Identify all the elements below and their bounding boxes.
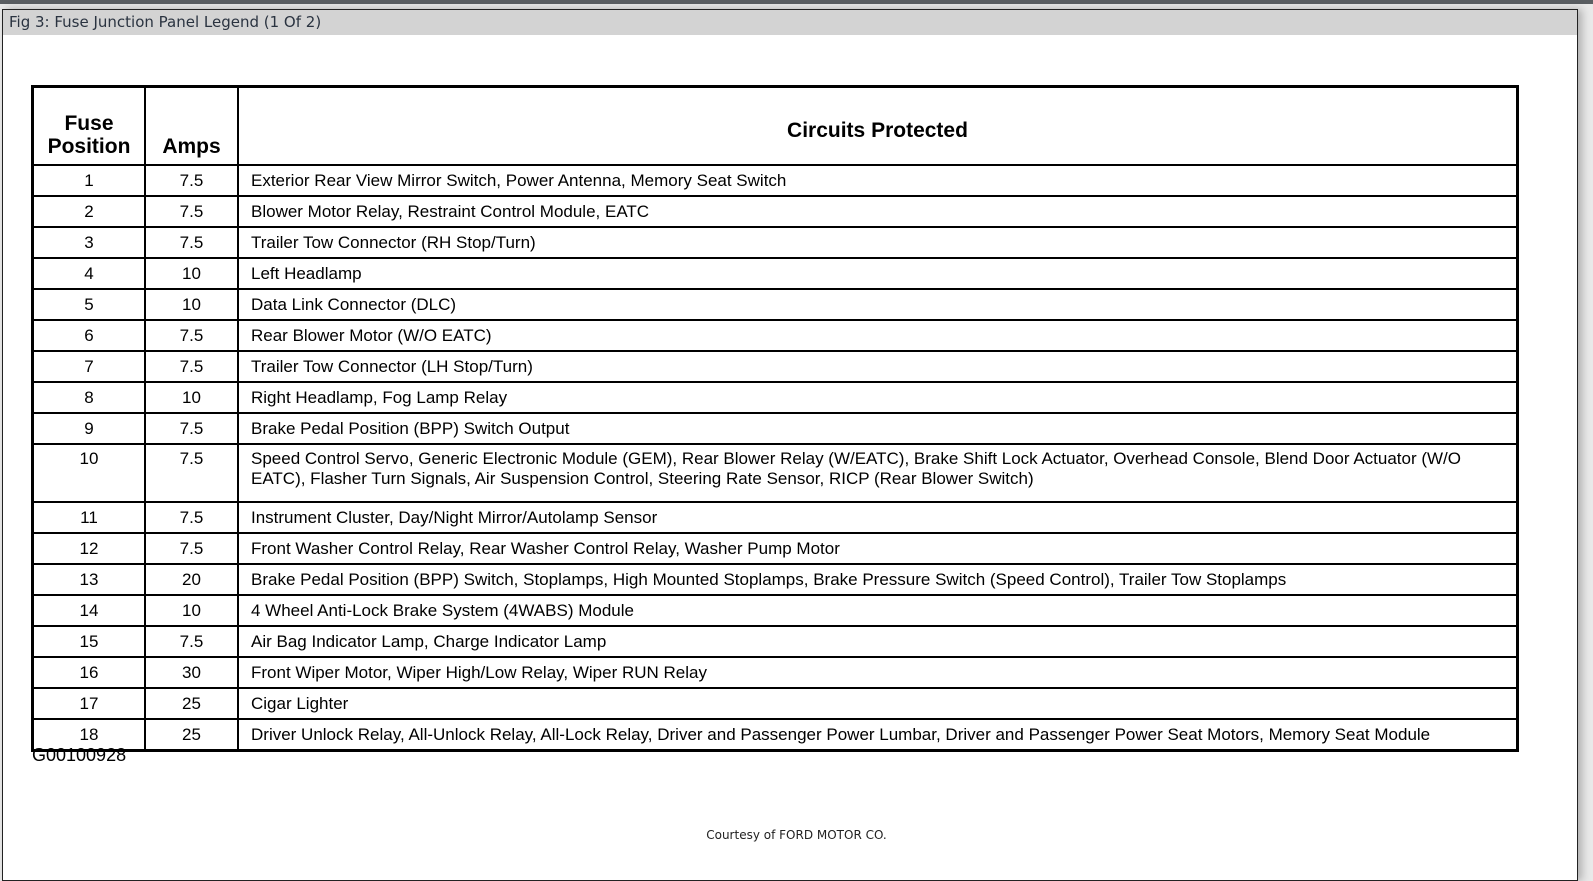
table-row bbox=[33, 258, 1518, 289]
table-row bbox=[33, 444, 1518, 502]
amps-cell: 10 bbox=[145, 595, 238, 626]
amps-cell: 25 bbox=[145, 688, 238, 719]
circuits-cell: Blower Motor Relay, Restraint Control Module, EATC bbox=[238, 196, 1518, 227]
figure-code: G00100928 bbox=[32, 745, 127, 765]
header-circuits-protected: Circuits Protected bbox=[238, 87, 1518, 166]
fuse-position-cell: 5 bbox=[33, 289, 146, 320]
table-row bbox=[33, 688, 1518, 719]
amps-cell: 7.5 bbox=[145, 227, 238, 258]
circuits-cell: Trailer Tow Connector (LH Stop/Turn) bbox=[238, 351, 1518, 382]
top-bar bbox=[0, 0, 1593, 4]
fuse-position-cell: 7 bbox=[33, 351, 146, 382]
table-row bbox=[33, 533, 1518, 564]
circuits-cell: Speed Control Servo, Generic Electronic Module (GEM), Rear Blower Relay (W/EATC), Brake Shift Lock Actuator, Overhead Console, Blend Door Actuator (W/O EATC), Flasher Turn Signals, Air Suspension Control, Steering Rate Sensor, RICP (Rear Blower Switch) bbox=[238, 444, 1518, 502]
amps-cell: 7.5 bbox=[145, 413, 238, 444]
amps-cell: 7.5 bbox=[145, 533, 238, 564]
courtesy-note: Courtesy of FORD MOTOR CO. bbox=[706, 828, 887, 842]
amps-cell: 7.5 bbox=[145, 165, 238, 196]
circuits-cell: Left Headlamp bbox=[238, 258, 1518, 289]
fuse-position-cell: 4 bbox=[33, 258, 146, 289]
circuits-cell: Front Washer Control Relay, Rear Washer Control Relay, Washer Pump Motor bbox=[238, 533, 1518, 564]
fuse-position-cell: 16 bbox=[33, 657, 146, 688]
amps-cell: 10 bbox=[145, 258, 238, 289]
amps-cell: 20 bbox=[145, 564, 238, 595]
header-amps: Amps bbox=[145, 87, 238, 166]
amps-cell: 7.5 bbox=[145, 626, 238, 657]
circuits-cell: Front Wiper Motor, Wiper High/Low Relay, Wiper RUN Relay bbox=[238, 657, 1518, 688]
fuse-legend-table bbox=[31, 85, 1519, 752]
amps-cell: 10 bbox=[145, 382, 238, 413]
fuse-position-cell: 18 bbox=[33, 719, 146, 751]
amps-cell: 7.5 bbox=[145, 351, 238, 382]
fuse-position-cell: 12 bbox=[33, 533, 146, 564]
table-row bbox=[33, 502, 1518, 533]
circuits-cell: Brake Pedal Position (BPP) Switch, Stoplamps, High Mounted Stoplamps, Brake Pressure Switch (Speed Control), Trailer Tow Stoplamps bbox=[238, 564, 1518, 595]
circuits-cell: Data Link Connector (DLC) bbox=[238, 289, 1518, 320]
table-row bbox=[33, 227, 1518, 258]
table-row bbox=[33, 196, 1518, 227]
circuits-cell: Brake Pedal Position (BPP) Switch Output bbox=[238, 413, 1518, 444]
table-row bbox=[33, 657, 1518, 688]
circuits-cell: Rear Blower Motor (W/O EATC) bbox=[238, 320, 1518, 351]
table-row bbox=[33, 719, 1518, 751]
circuits-cell: 4 Wheel Anti-Lock Brake System (4WABS) Module bbox=[238, 595, 1518, 626]
fuse-position-cell: 10 bbox=[33, 444, 146, 502]
fuse-position-cell: 14 bbox=[33, 595, 146, 626]
fuse-position-cell: 17 bbox=[33, 688, 146, 719]
fuse-position-cell: 9 bbox=[33, 413, 146, 444]
table-row bbox=[33, 165, 1518, 196]
amps-cell: 7.5 bbox=[145, 502, 238, 533]
table-row bbox=[33, 320, 1518, 351]
circuits-cell: Trailer Tow Connector (RH Stop/Turn) bbox=[238, 227, 1518, 258]
fuse-position-cell: 1 bbox=[33, 165, 146, 196]
amps-cell: 30 bbox=[145, 657, 238, 688]
circuits-cell: Cigar Lighter bbox=[238, 688, 1518, 719]
table-header-row bbox=[33, 87, 1518, 166]
table-row bbox=[33, 289, 1518, 320]
circuits-cell: Instrument Cluster, Day/Night Mirror/Autolamp Sensor bbox=[238, 502, 1518, 533]
table-row bbox=[33, 413, 1518, 444]
amps-cell: 7.5 bbox=[145, 320, 238, 351]
amps-cell: 7.5 bbox=[145, 444, 238, 502]
circuits-cell: Air Bag Indicator Lamp, Charge Indicator Lamp bbox=[238, 626, 1518, 657]
circuits-cell: Right Headlamp, Fog Lamp Relay bbox=[238, 382, 1518, 413]
fuse-position-cell: 8 bbox=[33, 382, 146, 413]
table-row bbox=[33, 351, 1518, 382]
table-row bbox=[33, 626, 1518, 657]
fuse-position-cell: 11 bbox=[33, 502, 146, 533]
amps-cell: 10 bbox=[145, 289, 238, 320]
table-row bbox=[33, 382, 1518, 413]
table-row bbox=[33, 564, 1518, 595]
header-fuse-position: Fuse Position bbox=[33, 87, 146, 166]
fuse-position-cell: 6 bbox=[33, 320, 146, 351]
circuits-cell: Driver Unlock Relay, All-Unlock Relay, All-Lock Relay, Driver and Passenger Power Lumbar, Driver and Passenger Power Seat Motors, Memory Seat Module bbox=[238, 719, 1518, 751]
amps-cell: 25 bbox=[145, 719, 238, 751]
fuse-position-cell: 3 bbox=[33, 227, 146, 258]
fuse-position-cell: 15 bbox=[33, 626, 146, 657]
table-row bbox=[33, 595, 1518, 626]
circuits-cell: Exterior Rear View Mirror Switch, Power Antenna, Memory Seat Switch bbox=[238, 165, 1518, 196]
fuse-position-cell: 2 bbox=[33, 196, 146, 227]
fuse-position-cell: 13 bbox=[33, 564, 146, 595]
figure-title: Fig 3: Fuse Junction Panel Legend (1 Of 2) bbox=[3, 10, 1577, 35]
amps-cell: 7.5 bbox=[145, 196, 238, 227]
